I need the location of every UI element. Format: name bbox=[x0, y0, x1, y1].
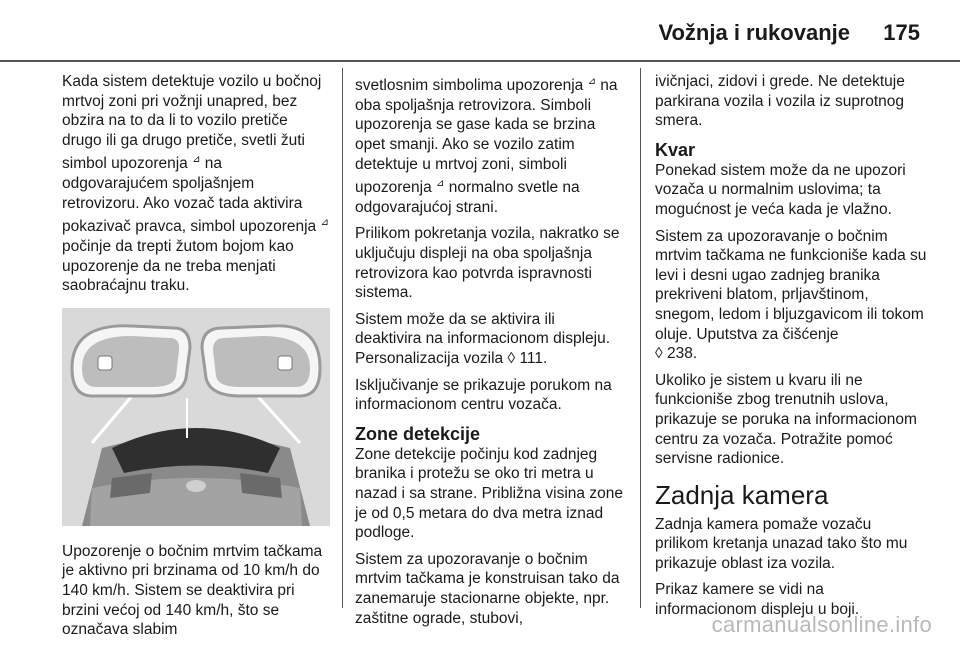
column-2 bbox=[355, 72, 625, 635]
column-1 bbox=[62, 72, 330, 647]
page-number: 175 bbox=[883, 20, 920, 45]
warning-symbol-icon: ⊿ bbox=[192, 154, 201, 166]
header-divider bbox=[0, 60, 960, 62]
paragraph-warning-symbols: svetlosnim simbolima upozorenja ⊿ na oba spoljašnja retrovizora. Simboli upozorenja se gase kada se brzina opet smanji. Ako se vozilo zatim detektuje u mrtvoj zoni, simboli upozorenja ⊿ normalno svetle na odgovarajućoj strani. bbox=[355, 76, 618, 216]
paragraph-activation: Sistem može da se aktivira ili deaktivira na informacionom displeju. Personalizacija vozila ◊ 111. bbox=[355, 310, 611, 368]
warning-symbol-icon: ⊿ bbox=[587, 76, 596, 87]
warning-symbol-icon: ⊿ bbox=[320, 217, 329, 229]
mirrors-illustration bbox=[62, 308, 330, 526]
paragraph-zone-description: Zone detekcije počinju kod zadnjeg branika i protežu se oko tri metra u nazad i sa strane. Približna visina zone je od 0,5 metara do dva metra iznad podloge. bbox=[355, 445, 623, 542]
page-reference-link[interactable]: ◊ 238. bbox=[655, 345, 698, 363]
paragraph-fault-message: Ukoliko je sistem u kvaru ili ne funkcioniše zbog trenutnih uslova, prikazuje se poruka na informacionom centru za vozača. Potražite pomoć servisne radionice. bbox=[655, 371, 917, 468]
column-3 bbox=[655, 72, 927, 627]
paragraph-speed-range: Upozorenje o bočnim mrtvim tačkama je aktivno pri brzinama od 10 km/h do 140 km/h. Sistem se deaktivira pri brzini većoj od 140 km/h, što se označava slabim bbox=[62, 542, 323, 639]
watermark: carmanualsonline.info bbox=[711, 612, 932, 637]
page-title: Vožnja i rukovanje bbox=[658, 20, 850, 45]
paragraph-deactivation: Isključivanje se prikazuje porukom na informacionom centru vozača. bbox=[355, 376, 612, 414]
paragraph-not-detected: ivičnjaci, zidovi i grede. Ne detektuje parkirana vozila i vozila iz suprotnog smera. bbox=[655, 73, 905, 130]
heading-rear-camera: Zadnja kamera bbox=[655, 479, 829, 510]
warning-symbol-icon: ⊿ bbox=[436, 178, 445, 190]
paragraph-stationary-objects: Sistem za upozoravanje o bočnim mrtvim tačkama je konstruisan tako da zanemaruje stacionarne objekte, npr. zaštitne ograde, stubovi, bbox=[355, 550, 620, 627]
paragraph-camera-display: Prikaz kamere se vidi na informacionom displeju u boji. bbox=[655, 581, 860, 619]
heading-fault: Kvar bbox=[655, 139, 696, 160]
paragraph-startup: Prilikom pokretanja vozila, nakratko se uključuju displeji na oba spoljašnja retrovizora kao potvrda ispravnosti sistema. bbox=[355, 225, 620, 302]
paragraph-fault-wet: Ponekad sistem može da ne upozori vozača u normalnim uslovima; ta mogućnost je veća kada je vlažno. bbox=[655, 161, 906, 218]
paragraph-fault-dirt: Sistem za upozoravanje o bočnim mrtvim tačkama ne funkcioniše kada su levi i desni ugao zadnjeg branika prekriveni blatom, prljavštinom, snegom, ledom i bljuzgavicom ili tokom oluje. Uputstva za čišćenje ◊ 238. bbox=[655, 227, 927, 363]
page-reference-link[interactable]: ◊ 111. bbox=[507, 350, 548, 368]
heading-detection-zones: Zone detekcije bbox=[355, 423, 481, 444]
column-divider-1 bbox=[342, 68, 343, 608]
paragraph-blind-spot-warning: Kada sistem detektuje vozilo u bočnoj mrtvoj zoni pri vožnji unapred, bez obzira na to da li to vozilo pretiče drugo ili ga drugo pretiče, svetli žuti simbol upozorenja ⊿ na odgovarajućem spoljašnjem retrovizoru. Ako vozač tada aktivira pokazivač pravca, simbol upozorenja ⊿ počinje da trepti žutom bojom kao upozorenje da ne treba menjati saobraćajnu traku. bbox=[62, 73, 329, 295]
column-divider-2 bbox=[640, 68, 641, 608]
paragraph-camera-purpose: Zadnja kamera pomaže vozaču prilikom kretanja unazad tako što mu prikazuje oblast iza vozila. bbox=[655, 515, 908, 572]
